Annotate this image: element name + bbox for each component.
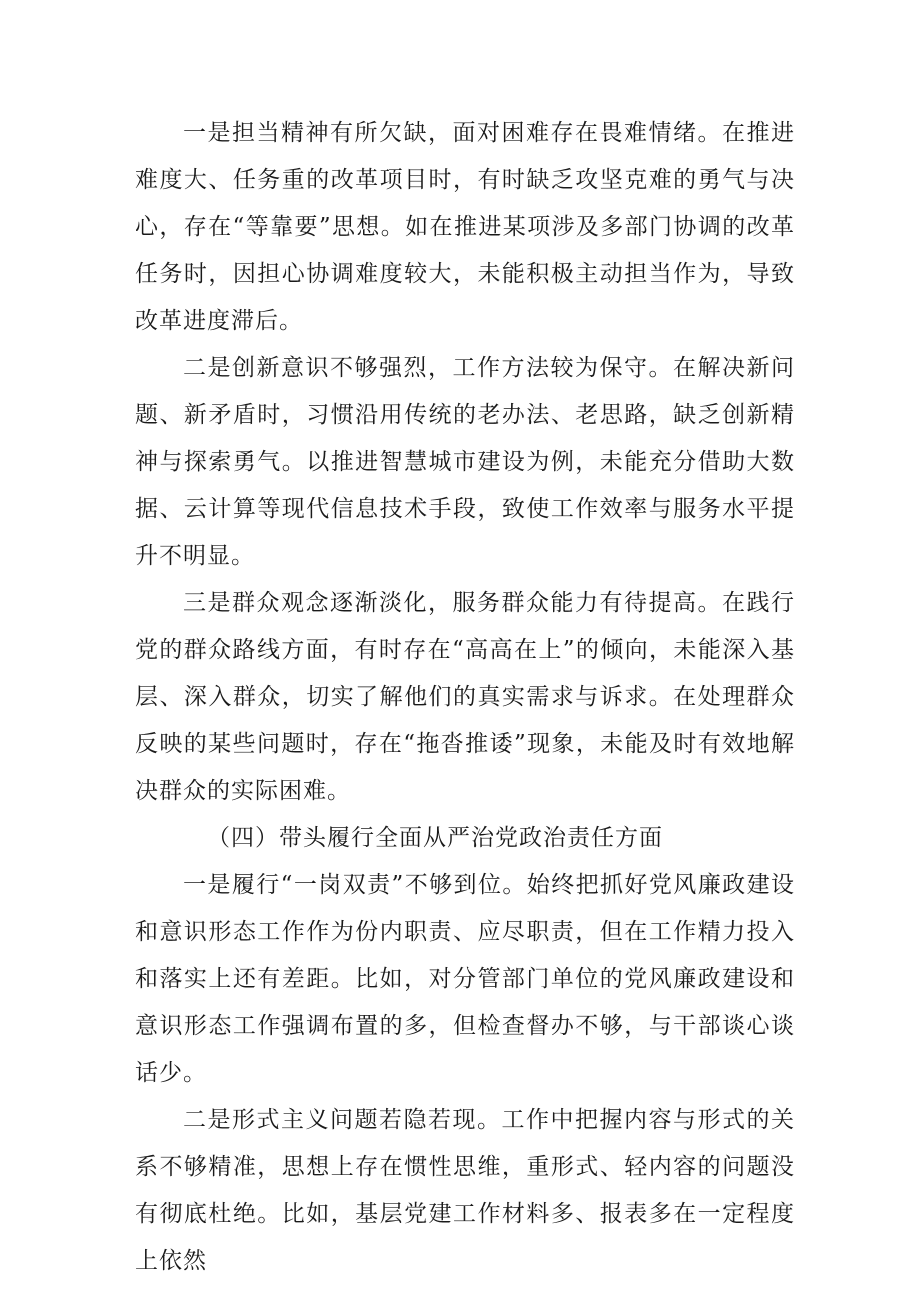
paragraph-masses: 三是群众观念逐渐淡化，服务群众能力有待提高。在践行党的群众路线方面，有时存在“高高在上”的倾向，未能深入基层、深入群众，切实了解他们的真实需求与诉求。在处理群众反映的某些问题时，存在“拖沓推诿”现象，未能及时有效地解决群众的实际困难。: [135, 590, 795, 804]
paragraph-responsibility: 一是履行“一岗双责”不够到位。始终把抓好党风廉政建设和意识形态工作作为份内职责、应尽职责，但在工作精力投入和落实上还有差距。比如，对分管部门单位的党风廉政建设和意识形态工作强调布置的多，但检查督办不够，与干部谈心谈话少。: [135, 872, 795, 1086]
document-body: [135, 110, 795, 1285]
paragraph-formalism: 二是形式主义问题若隐若现。工作中把握内容与形式的关系不够精准，思想上存在惯性思维，重形式、轻内容的问题没有彻底杜绝。比如，基层党建工作材料多、报表多在一定程度上依然: [135, 1107, 795, 1274]
paragraph-courage: 一是担当精神有所欠缺，面对困难存在畏难情绪。在推进难度大、任务重的改革项目时，有时缺乏攻坚克难的勇气与决心，存在“等靠要”思想。如在推进某项涉及多部门协调的改革任务时，因担心协调难度较大，未能积极主动担当作为，导致改革进度滞后。: [135, 120, 795, 334]
paragraph-innovation: 二是创新意识不够强烈，工作方法较为保守。在解决新问题、新矛盾时，习惯沿用传统的老办法、老思路，缺乏创新精神与探索勇气。以推进智慧城市建设为例，未能充分借助大数据、云计算等现代信息技术手段，致使工作效率与服务水平提升不明显。: [135, 355, 795, 569]
section-heading-four: （四）带头履行全面从严治党政治责任方面: [207, 825, 663, 851]
